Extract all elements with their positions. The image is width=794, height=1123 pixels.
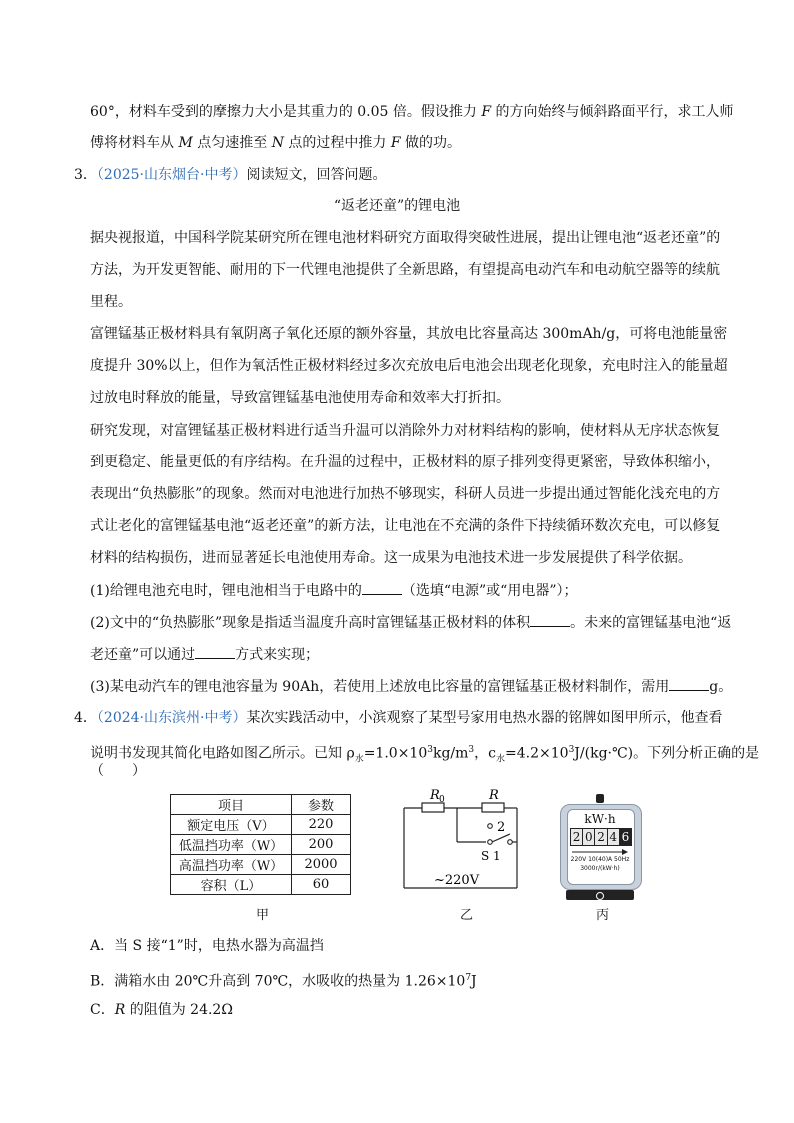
para3-line: 表现出“负热膨胀”的现象。然而对电池进行加热不够现实，科研人员进一步提出通过智能化浅充电的方 xyxy=(90,486,721,502)
answer-paren: （ ） xyxy=(90,763,146,779)
spec-table-wrap xyxy=(170,794,351,895)
source-tag: （2024·山东滨州·中考） xyxy=(96,710,247,726)
para3-line: 研究发现，对富锂锰基正极材料进行适当升温可以消除外力对材料结构的影响，使材料从无序状态恢复 xyxy=(90,423,720,439)
circuit-diagram xyxy=(398,786,528,898)
para1-line: 据央视报道，中国科学院某研究所在锂电池材料研究方面取得突破性进展，提出让锂电池“返老还童”的 xyxy=(90,230,721,246)
option-b[interactable]: B．满箱水由 20℃升高到 70℃，水吸收的热量为 $1.26\times 10^7J$ xyxy=(90,973,477,990)
para3-line: 式让老化的富锂锰基电池“返老还童”的新方法，让电池在不充满的条件下持续循环数次充电，可以修复 xyxy=(90,518,721,534)
table-row: 低温挡功率（W） 200 xyxy=(171,835,351,855)
caption-bing: 丙 xyxy=(596,908,610,923)
question-4-stem: 说明书发现其简化电路如图乙所示。已知 $\rho_水=1.0\times 10^3kg/m^3$，$c_水=4.2\times 10^3J/(kg\cdot℃)$。下列分析正确的是 xyxy=(90,745,760,765)
label-r: R xyxy=(489,788,499,803)
meter-digits xyxy=(570,828,632,846)
table-row: 额定电压（V） 220 xyxy=(171,815,351,835)
contact-1 xyxy=(488,840,493,845)
electric-meter xyxy=(558,794,642,902)
svg-text:0: 0 xyxy=(439,795,445,805)
meter-digit: 2 xyxy=(595,829,607,845)
resistor-r xyxy=(482,803,504,812)
contact-2 xyxy=(488,824,493,829)
table-row: 容积（L） 60 xyxy=(171,875,351,895)
meter-digit-decimal: 6 xyxy=(621,830,630,844)
para2-line: 度提升 30%以上，但作为氧活性正极材料经过多次充放电后电池会出现老化现象，充电时注入的能量超 xyxy=(90,358,728,374)
meter-spec-2: 3000r/(kW·h) xyxy=(580,865,620,872)
text-line: 60°，材料车受到的摩擦力大小是其重力的 0.05 倍。假设推力 F 的方向始终与倾斜路面平行，求工人师 xyxy=(90,104,734,120)
meter-top-clip xyxy=(596,794,604,803)
caption-jia: 甲 xyxy=(256,908,270,923)
answer-blank[interactable] xyxy=(669,676,709,691)
sub-question-2-cont: 老还童”可以通过 方式来实现； xyxy=(90,644,319,665)
meter-arrow-icon xyxy=(572,849,628,855)
para1-line: 方法，为开发更智能、耐用的下一代锂电池提供了全新思路，有望提高电动汽车和电动航空器等的续航 xyxy=(90,262,720,278)
option-c[interactable]: C．R 的阻值为 24.2Ω xyxy=(90,1002,233,1018)
label-r0: R xyxy=(430,788,440,803)
source-tag: （2025·山东烟台·中考） xyxy=(96,167,247,183)
table-header: 参数 xyxy=(292,795,351,815)
para2-line: 富锂锰基正极材料具有氧阴离子氧化还原的额外容量，其放电比容量高达 300mAh/g，可将电池能量密 xyxy=(90,326,728,342)
meter-digit: 4 xyxy=(608,829,620,845)
table-header: 项目 xyxy=(171,795,292,815)
meter-spec-1: 220V 10(40)A 50Hz xyxy=(570,856,630,863)
article-title: “返老还童”的锂电池 xyxy=(333,198,461,214)
label-source: ~220V xyxy=(434,873,480,888)
meter-digit: 2 xyxy=(571,829,583,845)
meter-screw-icon xyxy=(596,892,604,900)
answer-blank[interactable] xyxy=(362,580,402,595)
sub-question-2: (2)文中的“负热膨胀”现象是指适当温度升高时富锂锰基正极材料的体积 。未来的富锂锰基电池“返 xyxy=(90,612,731,633)
meter-unit: kW·h xyxy=(584,812,616,826)
para3-line: 到更稳定、能量更低的有序结构。在升温的过程中，正极材料的原子排列变得更紧密，导致体积缩小， xyxy=(90,454,720,470)
label-s1: S 1 xyxy=(481,849,501,863)
answer-blank[interactable] xyxy=(195,644,235,659)
label-2: 2 xyxy=(497,820,506,835)
text-line: 傅将材料车从 M 点匀速推至 N 点的过程中推力 F 做的功。 xyxy=(90,135,462,151)
para2-line: 过放电时释放的能量，导致富锂锰基电池使用寿命和效率大打折扣。 xyxy=(90,390,510,406)
table-row: 高温挡功率（W） 2000 xyxy=(171,855,351,875)
switch-blade xyxy=(492,834,510,842)
question-3-header: 3．（2025·山东烟台·中考）阅读短文，回答问题。 xyxy=(74,167,387,183)
table-header-row xyxy=(171,795,351,815)
meter-digit: 0 xyxy=(583,829,595,845)
question-4-header: 4．（2024·山东滨州·中考）某次实践活动中，小滨观察了某型号家用电热水器的铭牌如图甲所示，他查看 xyxy=(74,710,723,726)
spec-table xyxy=(170,794,351,895)
para3-line: 材料的结构损伤，进而显著延长电池使用寿命。这一成果为电池技术进一步发展提供了科学依据。 xyxy=(90,550,692,566)
option-a[interactable]: A．当 S 接“1”时，电热水器为高温挡 xyxy=(90,938,324,954)
sub-question-1: (1)给锂电池充电时，锂电池相当于电路中的 （选填“电源”或“用电器”）； xyxy=(90,580,577,601)
caption-yi: 乙 xyxy=(460,908,474,923)
sub-question-3: (3)某电动汽车的锂电池容量为 90Ah，若使用上述放电比容量的富锂锰基正极材料制作，需用 g。 xyxy=(90,676,732,697)
para1-line: 里程。 xyxy=(90,294,132,310)
answer-blank[interactable] xyxy=(530,612,570,627)
